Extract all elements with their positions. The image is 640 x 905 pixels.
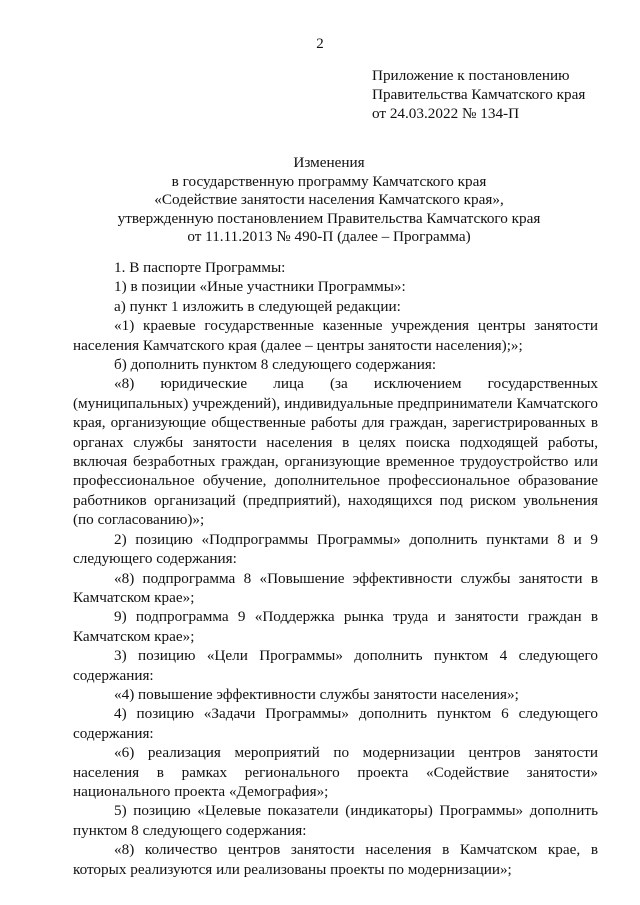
paragraph: «8) подпрограмма 8 «Повышение эффективности службы занятости в Камчатском крае»; bbox=[73, 569, 598, 606]
paragraph: 1) в позиции «Иные участники Программы»: bbox=[114, 278, 406, 296]
page-number: 2 bbox=[316, 36, 324, 52]
appendix-line: Приложение к постановлению bbox=[372, 67, 570, 84]
appendix-reference bbox=[372, 66, 585, 123]
paragraph: б) дополнить пунктом 8 следующего содержания: bbox=[114, 356, 437, 374]
paragraph: 5) позицию «Целевые показатели (индикаторы) Программы» дополнить пунктом 8 следующего содержания: bbox=[73, 802, 598, 839]
paragraph: 3) позицию «Цели Программы» дополнить пунктом 4 следующего содержания: bbox=[73, 647, 598, 684]
paragraph: 9) подпрограмма 9 «Поддержка рынка труда и занятости граждан в Камчатском крае»; bbox=[73, 608, 598, 645]
document-title bbox=[60, 154, 598, 247]
paragraph: 4) позицию «Задачи Программы» дополнить пунктом 6 следующего содержания: bbox=[73, 705, 598, 742]
paragraph: а) пункт 1 изложить в следующей редакции: bbox=[114, 297, 401, 315]
title-line: утвержденную постановлением Правительства Камчатского края bbox=[117, 209, 541, 227]
title-line: от 11.11.2013 № 490-П (далее – Программа) bbox=[187, 228, 471, 246]
paragraph: «1) краевые государственные казенные учреждения центры занятости населения Камчатского края (далее – центры занятости населения);»; bbox=[73, 317, 598, 354]
title-line: Изменения bbox=[293, 154, 365, 171]
title-line: «Содействие занятости населения Камчатского края», bbox=[154, 191, 504, 209]
title-line: в государственную программу Камчатского края bbox=[171, 172, 487, 190]
paragraph: «4) повышение эффективности службы занятости населения»; bbox=[114, 685, 519, 703]
document-body bbox=[73, 258, 598, 879]
paragraph: «8) юридические лица (за исключением государственных (муниципальных) учреждений), индивидуальные предприниматели Камчатского края, организующие общественные работы для граждан, зарегистрированных в органах службы занятости населения в целях поиска подходящей работы, включая безработных граждан, организующие временное трудоустройство или профессиональное обучение, дополнительное профессиональное образование работников организаций (предприятий), находящихся под риском увольнения (по согласованию)»; bbox=[73, 375, 598, 529]
appendix-line: Правительства Камчатского края bbox=[372, 86, 586, 103]
appendix-line: от 24.03.2022 № 134-П bbox=[372, 105, 520, 122]
paragraph: «6) реализация мероприятий по модернизации центров занятости населения в рамках регионального проекта «Содействие занятости» национального проекта «Демография»; bbox=[73, 744, 598, 800]
paragraph: 1. В паспорте Программы: bbox=[114, 259, 286, 276]
paragraph: «8) количество центров занятости населения в Камчатском крае, в которых реализуются или реализованы проекты по модернизации»; bbox=[73, 841, 598, 878]
paragraph: 2) позицию «Подпрограммы Программы» дополнить пунктами 8 и 9 следующего содержания: bbox=[73, 530, 598, 568]
